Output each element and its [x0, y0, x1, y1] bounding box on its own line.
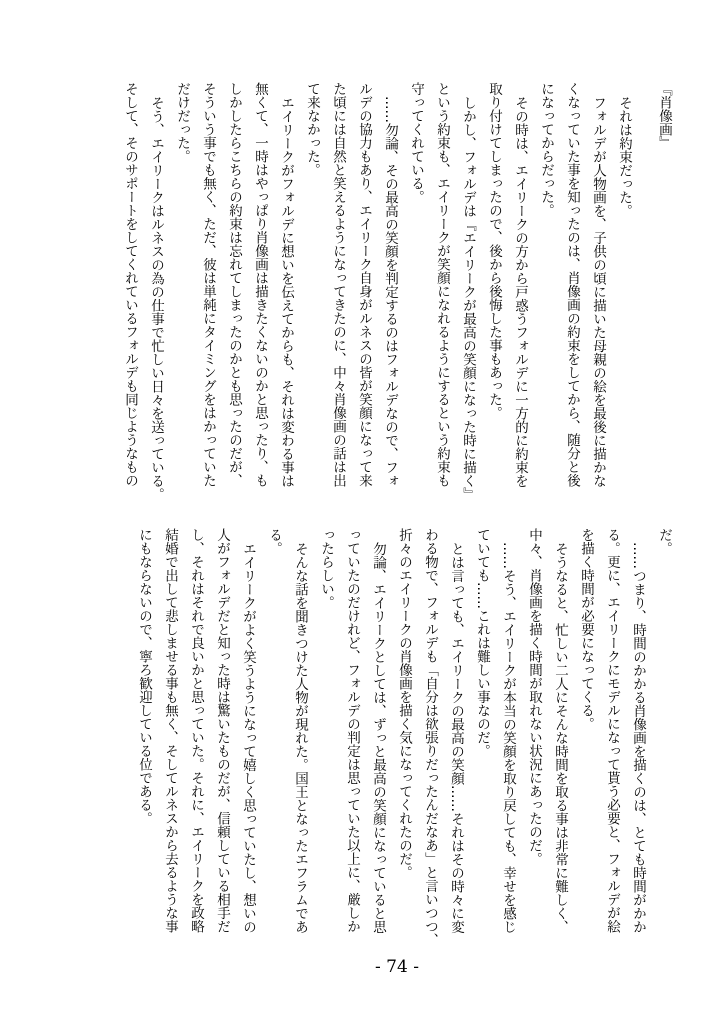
text-line: しかし、フォルデは『エイリークが最高の笑顔になった時に描く』 [460, 95, 476, 501]
text-line: わる物で、フォルデも「自分は欲張りだったんだなあ」と言いつつ、 [422, 528, 438, 947]
text-line: 人がフォルデだと知った時は驚いたものだが、信頼している相手だ [214, 528, 230, 933]
text-line: しかしたらこちらの約束は忘れてしまったのかとも思ったのだが、 [226, 82, 242, 487]
text-line: を描く時間が必要になってくる。 [578, 528, 594, 731]
text-line: フォルデが人物画を、子供の頃に描いた母親の絵を最後に描かな [590, 95, 606, 487]
text-line: る。 [266, 528, 282, 555]
text-line: だけだった。 [174, 82, 190, 163]
text-line: そういう事でも無く、ただ、彼は単純にタイミングをはかっていた [200, 82, 216, 487]
text-line: ルデの協力もあり、エイリーク自身がルネスの皆が笑顔になって来 [356, 82, 372, 487]
text-line: そうなると、忙しい二人にそんな時間を取る事は非常に難しく、 [552, 541, 568, 933]
text-line: 無くて、一時はやっぱり肖像画は描きたくないのかと思ったり、も [252, 82, 268, 487]
text-line: エイリークがよく笑うようになって嬉しく思っていたし、想いの [240, 541, 256, 933]
text-line: とは言っても、エイリークの最高の笑顔……それはその時々に変 [448, 541, 464, 933]
text-line: 守ってくれている。 [408, 82, 424, 204]
section-title: 『肖像画』 [656, 82, 672, 150]
text-line: エイリークがフォルデに想いを伝えてからも、それは変わる事は [278, 95, 294, 487]
text-line: そして、そのサポートをしてくれているフォルデも同じようなもの [122, 82, 138, 487]
text-line: くなっていた事を知ったのは、肖像画の約束をしてから、随分と後 [564, 82, 580, 487]
text-line: そんな話を聞きつけた人物が現れた。国王となったエフラムであ [292, 541, 308, 933]
text-line: だ。 [656, 528, 672, 555]
text-line: 折々のエイリークの肖像画を描く気になってくれたのだ。 [396, 528, 412, 879]
text-line: て来なかった。 [304, 82, 320, 177]
text-line: 勿論、エイリークとしては、ずっと最高の笑顔になっていると思 [370, 541, 386, 933]
text-line: 中々、肖像画を描く時間が取れない状況にあったのだ。 [526, 528, 542, 866]
text-line: し、それはそれで良いかと思っていた。それに、エイリークを政略 [188, 528, 204, 933]
text-line: ていても……これは難しい事なのだ。 [474, 528, 490, 758]
text-line: その時は、エイリークの方から戸惑うフォルデに一方的に約束を [512, 95, 528, 487]
lower-text-block [131, 528, 677, 947]
text-line: にもならないので、寧ろ歓迎している位である。 [136, 528, 152, 825]
text-line: 取り付けてしまったので、後から後悔した事もあった。 [486, 82, 502, 420]
text-line: ……そう、エイリークが本当の笑顔を取り戻しても、幸せを感じ [500, 541, 516, 933]
text-line: た頃には自然と笑えるようになってきたのに、中々肖像画の話は出 [330, 82, 346, 487]
page-number: - 74 - [375, 957, 419, 977]
text-line: ……つまり、時間のかかる肖像画を描くのは、とても時間がかか [630, 541, 646, 933]
text-line: っていたのだけれど、フォルデの判定は思っていた以上に、厳しか [344, 528, 360, 933]
text-line: という約束も、エイリークが笑顔になれるようにするという約束も [434, 82, 450, 487]
upper-text-block [117, 82, 677, 501]
text-line: になってからだった。 [538, 82, 554, 217]
text-line: それは約束だった。 [616, 95, 632, 217]
text-line: ったらしい。 [318, 528, 334, 609]
text-line: る。更に、エイリークにモデルになって貰う必要と、フォルデが絵 [604, 528, 620, 933]
text-line: ……勿論、その最高の笑顔を判定するのはフォルデなので、フォ [382, 95, 398, 487]
text-line: 結婚で出して悲しませる事も無く、そしてルネスから去るような事 [162, 528, 178, 933]
text-line: そう、エイリークはルネスの為の仕事で忙しい日々を送っている。 [148, 95, 164, 501]
